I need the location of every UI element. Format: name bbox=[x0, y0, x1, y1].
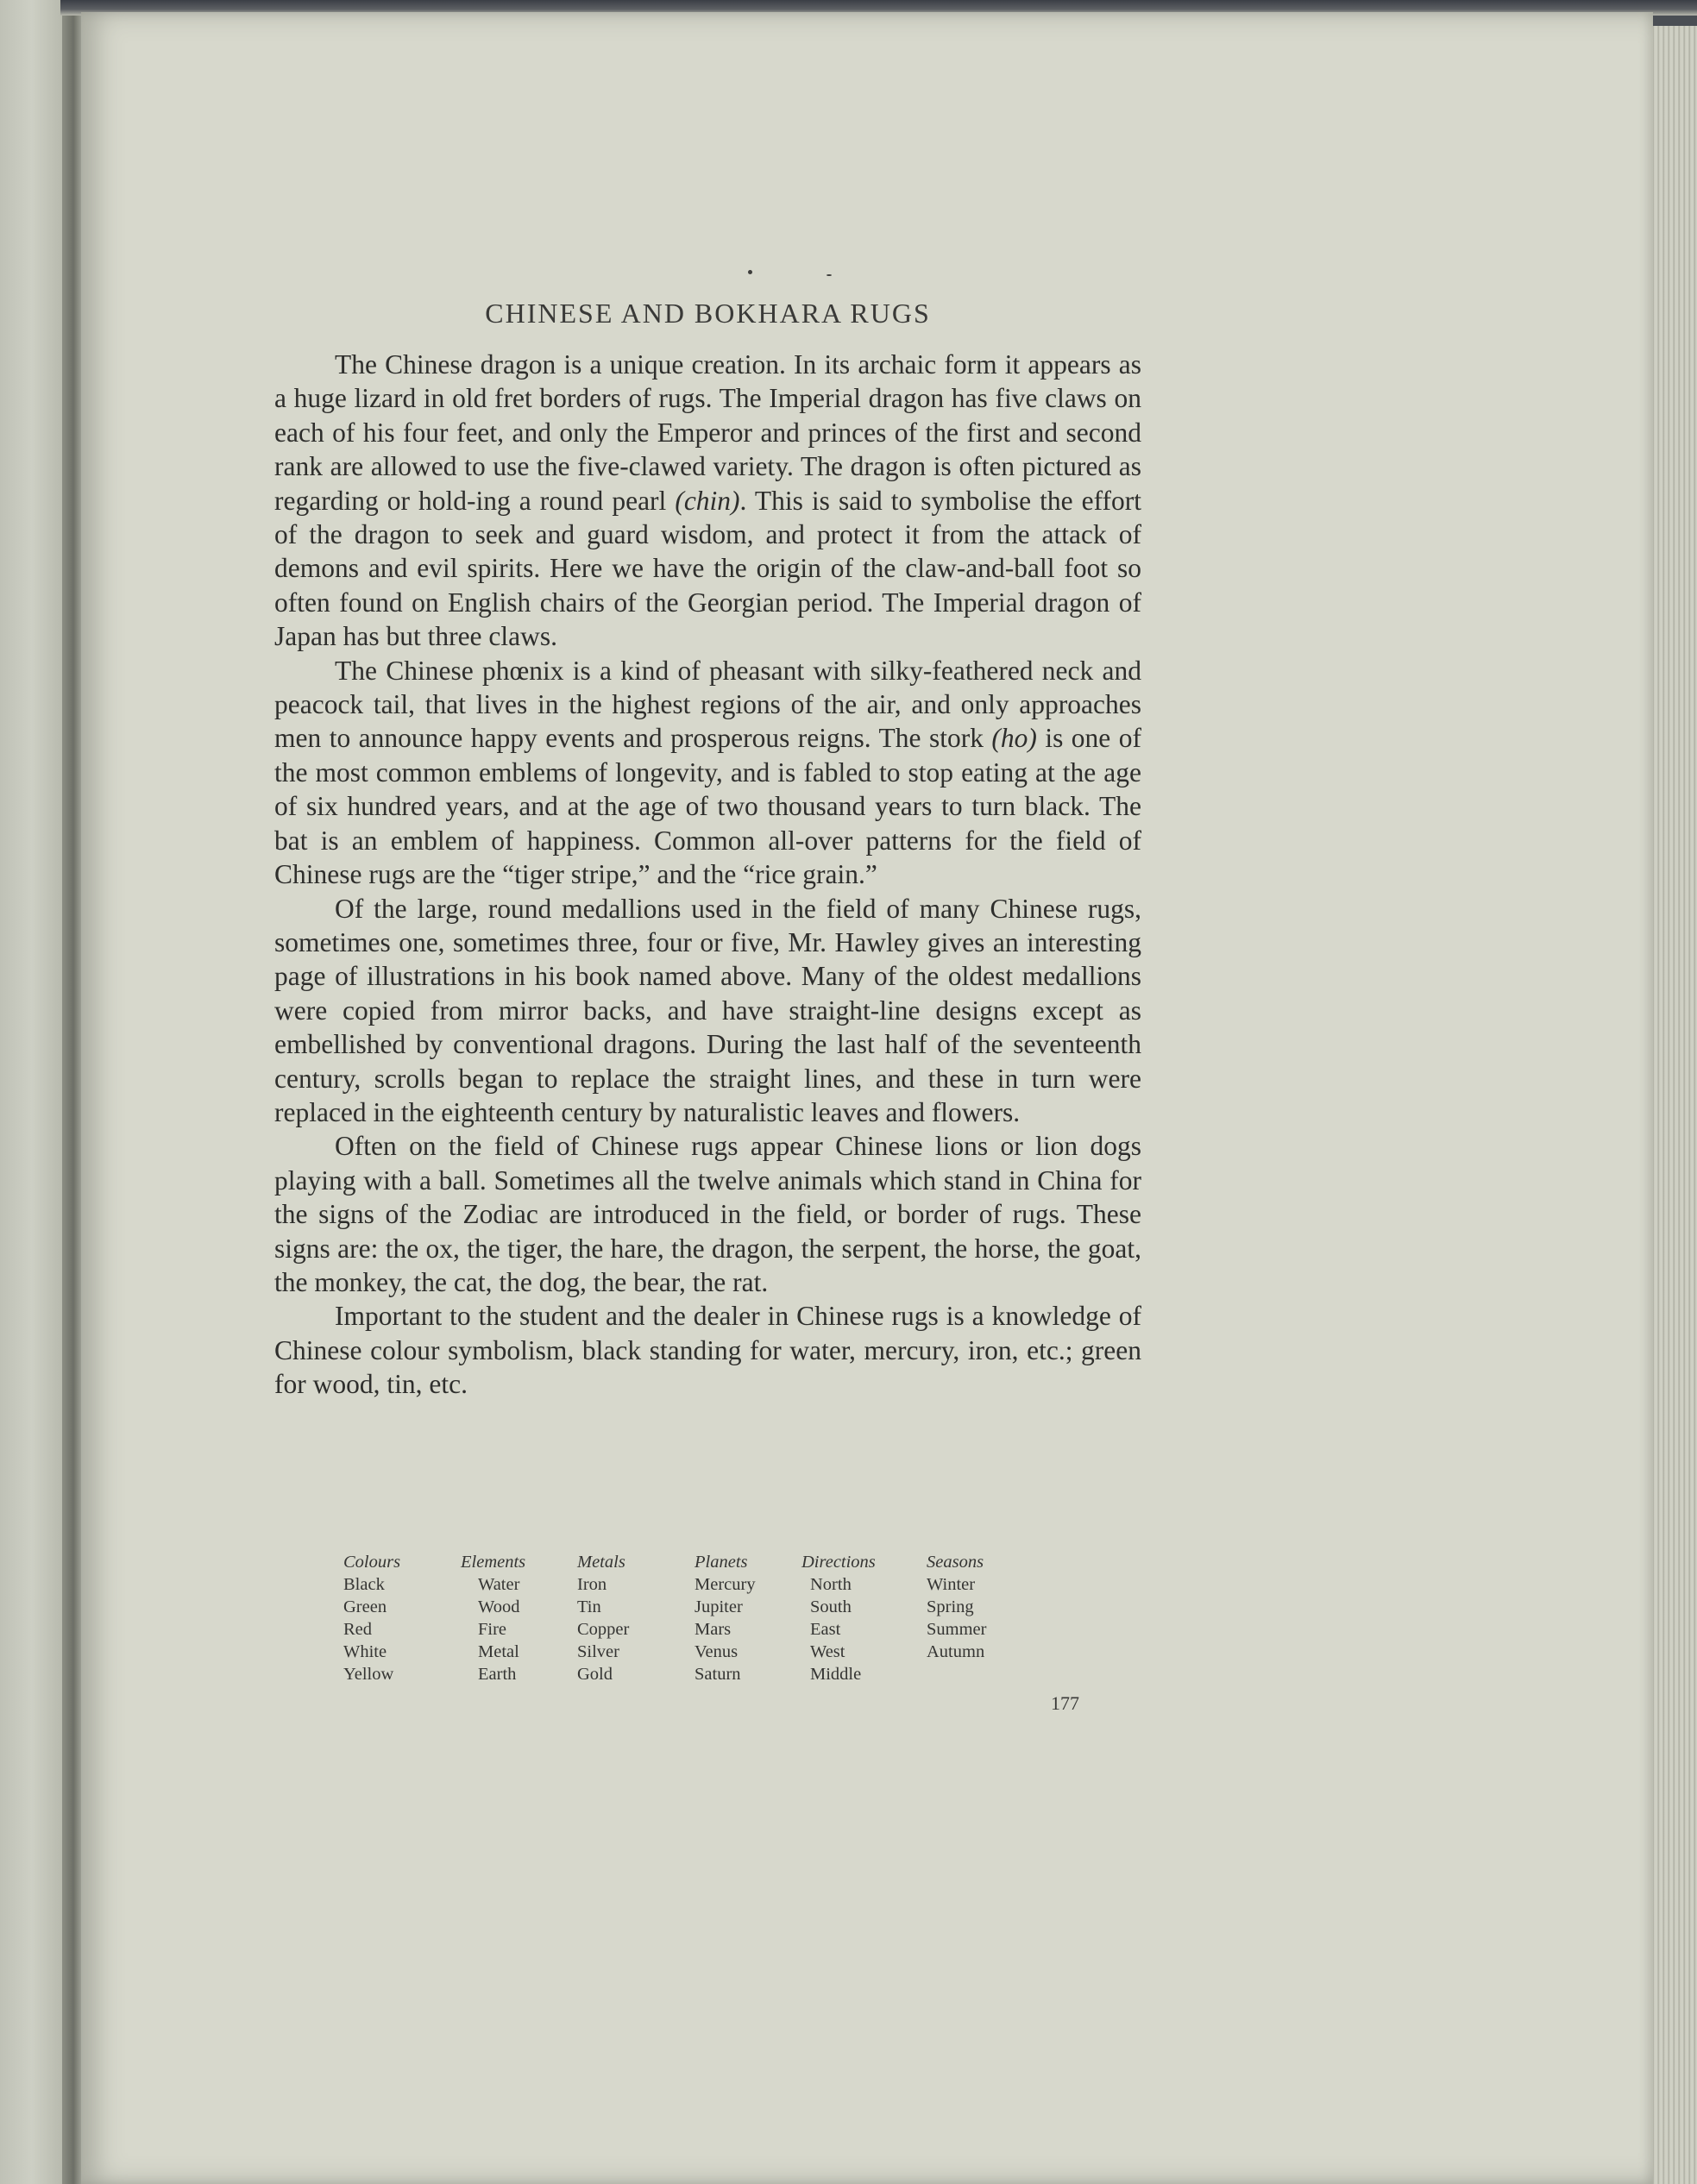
table-cell: Metal bbox=[478, 1642, 519, 1661]
paragraph: Often on the field of Chinese rugs appear Chinese lions or lion dogs playing with a ball. Sometimes all the twelve animals which stand in China for the signs of the Zodiac are introduced in the field, or border of rugs. These signs are: the ox, the tiger, the hare, the dragon, the serpent, the horse, the goat, the monkey, the cat, the dog, the bear, the rat. bbox=[274, 1131, 1141, 1297]
paragraph: Of the large, round medallions used in the field of many Chinese rugs, sometimes one, sometimes three, four or five, Mr. Hawley gives an interesting page of illustrations in his book named above. Many of the oldest medallions were copied from mirror backs, and have straight-line designs except as embellished by conventional dragons. During the last half of the seventeenth century, scrolls began to replace the straight lines, and these in turn were replaced in the eighteenth century by naturalistic leaves and flowers. bbox=[274, 893, 1141, 1127]
table-cell: Wood bbox=[478, 1597, 520, 1616]
table-cell: Gold bbox=[577, 1665, 613, 1684]
page-heading: CHINESE AND BOKHARA RUGS bbox=[485, 298, 931, 329]
book-gutter bbox=[62, 0, 81, 2184]
table-cell: Mercury bbox=[695, 1575, 756, 1594]
paragraph: The Chinese phœnix is a kind of pheasant with silky-feathered neck and peacock tail, that lives in the highest regions of the air, and only approaches men to announce happy events and prosperous reigns. The stork (ho) is one of the most common emblems of longevity, and is fabled to stop eating at the age of six hundred years, and at the age of two thousand years to turn black. The bat is an emblem of happiness. Common all-over patterns for the field of Chinese rugs are the “tiger stripe,” and the “rice grain.” bbox=[274, 655, 1141, 890]
column-header: Directions bbox=[801, 1553, 876, 1572]
ink-speck bbox=[748, 270, 752, 274]
page-number: 177 bbox=[1051, 1692, 1079, 1714]
table-cell: Black bbox=[343, 1575, 385, 1594]
table-row bbox=[343, 1663, 1013, 1685]
table-cell: Autumn bbox=[927, 1642, 985, 1661]
table-cell: Iron bbox=[577, 1575, 607, 1594]
table-cell: Middle bbox=[810, 1665, 862, 1684]
body-text bbox=[274, 348, 1141, 1402]
table-cell: Red bbox=[343, 1620, 373, 1639]
table-cell: Earth bbox=[478, 1665, 517, 1684]
table-cell: Silver bbox=[577, 1642, 619, 1661]
paragraph: Important to the student and the dealer in Chinese rugs is a knowledge of Chinese colour symbolism, black standing for water, mercury, iron, etc.; green for wood, tin, etc. bbox=[274, 1301, 1141, 1400]
table-cell: Summer bbox=[927, 1620, 987, 1639]
column-header: Planets bbox=[695, 1553, 748, 1572]
table-cell: North bbox=[810, 1575, 852, 1594]
table-row bbox=[343, 1641, 1013, 1663]
table-cell: Jupiter bbox=[695, 1597, 743, 1616]
table-cell bbox=[927, 1663, 1013, 1685]
table-row bbox=[343, 1596, 1013, 1618]
table-cell: Winter bbox=[927, 1575, 976, 1594]
table-cell: Yellow bbox=[343, 1665, 394, 1684]
table-cell: Mars bbox=[695, 1620, 732, 1639]
page-block-edges bbox=[1650, 26, 1697, 2184]
table-row bbox=[343, 1618, 1013, 1641]
table-cell: South bbox=[810, 1597, 852, 1616]
table-cell: East bbox=[810, 1620, 841, 1639]
table-cell: White bbox=[343, 1642, 387, 1661]
column-header: Seasons bbox=[927, 1553, 984, 1572]
table-cell: Saturn bbox=[695, 1665, 741, 1684]
paragraph: The Chinese dragon is a unique creation. In its archaic form it appears as a huge lizard in old fret borders of rugs. The Imperial dragon has five claws on each of his four feet, and only the Emperor and princes of the first and second rank are allowed to use the five-clawed variety. The dragon is often pictured as regarding or hold-ing a round pearl (chin). This is said to symbolise the effort of the dragon to seek and guard wisdom, and protect it from the attack of demons and evil spirits. Here we have the origin of the claw-and-ball foot so often found on English chairs of the Georgian period. The Imperial dragon of Japan has but three claws. bbox=[274, 349, 1141, 652]
table-cell: Spring bbox=[927, 1597, 974, 1616]
table-header-row bbox=[343, 1551, 1013, 1573]
table-cell: Venus bbox=[695, 1642, 739, 1661]
table-cell: Copper bbox=[577, 1620, 630, 1639]
ink-speck bbox=[827, 274, 832, 276]
table-cell: Water bbox=[478, 1575, 520, 1594]
table-cell: West bbox=[810, 1642, 845, 1661]
column-header: Elements bbox=[461, 1553, 526, 1572]
table-cell: Green bbox=[343, 1597, 387, 1616]
colour-symbolism-table bbox=[343, 1551, 1013, 1685]
table-row bbox=[343, 1573, 1013, 1596]
table-cell: Tin bbox=[577, 1597, 601, 1616]
table-cell: Fire bbox=[478, 1620, 507, 1639]
column-header: Metals bbox=[577, 1553, 625, 1572]
column-header: Colours bbox=[343, 1553, 401, 1572]
